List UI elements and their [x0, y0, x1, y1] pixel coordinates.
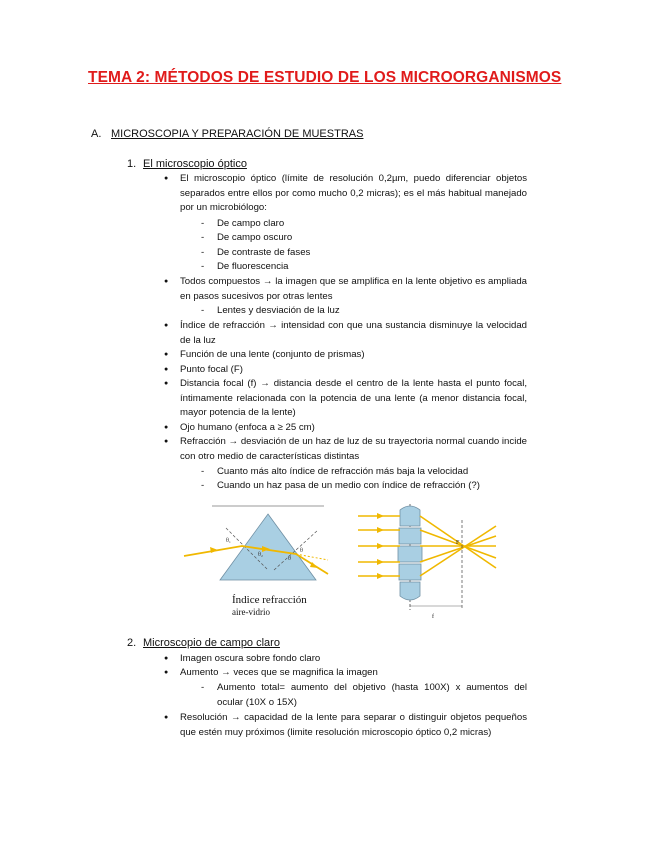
bullet-resolucion: ● Resolución → capacidad de la lente para separar o distinguir objetos pequeños que estén muy próximos (limite resolución microscopio óptico 0,2 micras): [180, 711, 527, 740]
section-a-heading: [91, 128, 363, 140]
lens-stack: [398, 504, 422, 610]
bullet-indice-refraccion: ● Índice de refracción → intensidad con que una sustancia disminuye la velocidad de la luz: [180, 319, 527, 348]
section-a-label: A.: [91, 128, 102, 140]
svg-text:θ: θ: [300, 548, 303, 554]
focal-point-label: F: [456, 540, 460, 546]
focal-distance-label: f: [432, 614, 434, 620]
subsection-1-heading: [127, 158, 247, 170]
dash-haz-pasa: - Cuando un haz pasa de un medio con índice de refracción (?): [217, 479, 527, 494]
subsection-2-number: 2.: [127, 637, 137, 649]
bullet-compuestos: ● Todos compuestos → la imagen que se amplifica en la lente objetivo es ampliada en pasos sucesivos por otras lentes: [180, 275, 527, 304]
svg-text:θ: θ: [288, 556, 291, 562]
dash-contraste-fases: - De contraste de fases: [217, 246, 527, 261]
dash-fluorescencia: - De fluorescencia: [217, 260, 527, 275]
dash-campo-claro: - De campo claro: [217, 217, 527, 232]
dash-indice-alto: - Cuanto más alto índice de refracción más baja la velocidad: [217, 465, 527, 480]
bullet-microscopio: ● El microscopio óptico (límite de resolución 0,2µm, puedo diferenciar objetos separados entre ellos por como mucho 0,2 micras); es el más habitual manejado por un microbiólogo:: [180, 172, 527, 216]
refraction-figure: [178, 500, 508, 626]
figure-caption-1: Índice refracción: [232, 594, 307, 606]
bullet-imagen-oscura: ● Imagen oscura sobre fondo claro: [180, 652, 527, 667]
bullet-funcion-lente: ● Función de una lente (conjunto de prismas): [180, 348, 527, 363]
page-title: TEMA 2: MÉTODOS DE ESTUDIO DE LOS MICROORGANISMOS: [88, 69, 562, 86]
bullet-ojo-humano: ● Ojo humano (enfoca a ≥ 25 cm): [180, 421, 527, 436]
dash-aumento-total: - Aumento total= aumento del objetivo (hasta 100X) x aumentos del ocular (10X o 15X): [217, 681, 527, 710]
subsection-2-heading: [127, 637, 280, 649]
figure-caption-2: aire-vidrio: [232, 607, 270, 617]
dash-lentes: - Lentes y desviación de la luz: [217, 304, 527, 319]
subsection-1-text: El microscopio óptico: [143, 158, 247, 170]
section-a-text: MICROSCOPIA Y PREPARACIÓN DE MUESTRAS: [111, 128, 364, 140]
subsection-2-text: Microscopio de campo claro: [143, 637, 280, 649]
bullet-distancia-focal: ● Distancia focal (f) → distancia desde el centro de la lente hasta el punto focal, íntimamente relacionada con la potencia de una lente (a menor distancia focal, mayor potencia de la lente): [180, 377, 527, 421]
bullet-aumento: ● Aumento → veces que se magnifica la imagen: [180, 666, 527, 681]
bullet-punto-focal: ● Punto focal (F): [180, 363, 527, 378]
svg-text:θ₁: θ₁: [226, 538, 231, 544]
subsection-1-number: 1.: [127, 158, 137, 170]
svg-text:θ₂: θ₂: [258, 552, 263, 558]
bullet-refraccion: ● Refracción → desviación de un haz de luz de su trayectoria normal cuando incide con otro medio de características distintas: [180, 435, 527, 464]
dash-campo-oscuro: - De campo oscuro: [217, 231, 527, 246]
